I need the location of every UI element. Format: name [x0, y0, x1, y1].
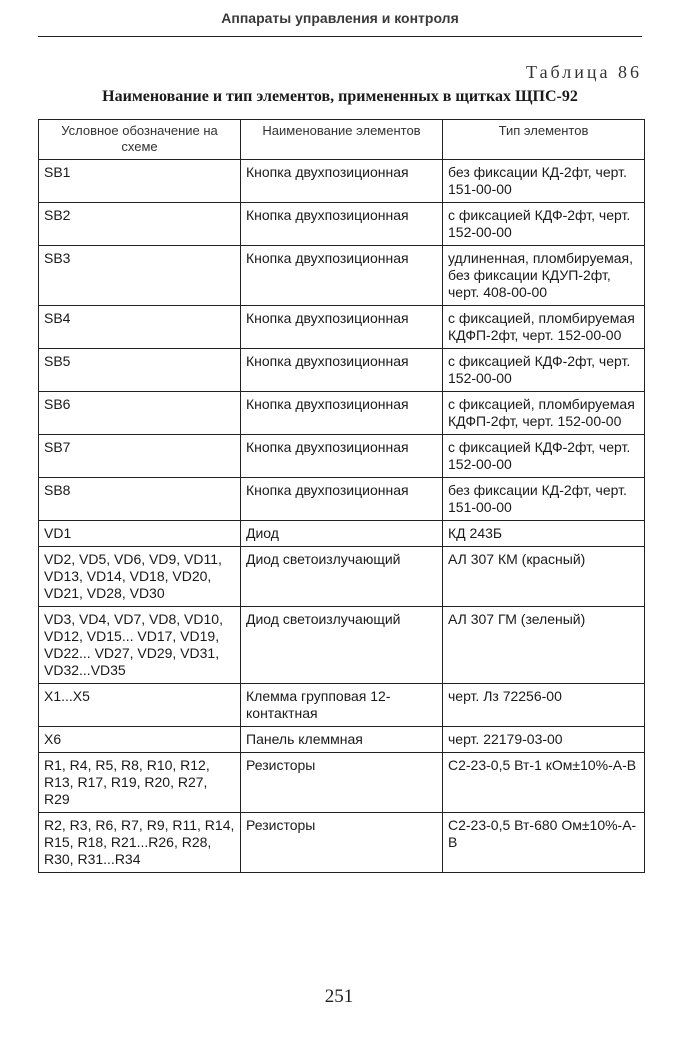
table-row	[39, 160, 645, 203]
table-title: Наименование и тип элементов, примененных в щитках ЩПС-92	[102, 88, 578, 105]
column-header-type: Тип элементов	[443, 120, 645, 160]
cell-designation: VD2, VD5, VD6, VD9, VD11, VD13, VD14, VD18, VD20, VD21, VD28, VD30	[39, 547, 241, 607]
cell-element-name: Резисторы	[241, 753, 443, 813]
table-row	[39, 435, 645, 478]
cell-element-type: с фиксацией КДФ-2фт, черт. 152-00-00	[443, 349, 645, 392]
cell-element-name: Кнопка двухпозиционная	[241, 306, 443, 349]
cell-element-type: АЛ 307 ГМ (зеленый)	[443, 607, 645, 684]
cell-designation: SB4	[39, 306, 241, 349]
cell-element-name: Кнопка двухпозиционная	[241, 160, 443, 203]
table-row	[39, 306, 645, 349]
cell-designation: SB2	[39, 203, 241, 246]
cell-element-name: Диод светоизлучающий	[241, 607, 443, 684]
cell-designation: SB1	[39, 160, 241, 203]
cell-element-name: Кнопка двухпозиционная	[241, 349, 443, 392]
cell-element-type: черт. Лз 72256-00	[443, 684, 645, 727]
running-head: Аппараты управления и контроля	[221, 10, 459, 26]
cell-designation: X6	[39, 727, 241, 753]
cell-element-type: с фиксацией, пломбируемая КДФП-2фт, черт. 152-00-00	[443, 392, 645, 435]
table-row	[39, 607, 645, 684]
cell-element-name: Кнопка двухпозиционная	[241, 435, 443, 478]
table-row	[39, 813, 645, 873]
cell-designation: SB3	[39, 246, 241, 306]
cell-designation: SB7	[39, 435, 241, 478]
cell-element-type: С2-23-0,5 Вт-1 кОм±10%-А-В	[443, 753, 645, 813]
table-row	[39, 753, 645, 813]
table-row	[39, 521, 645, 547]
cell-designation: R1, R4, R5, R8, R10, R12, R13, R17, R19, R20, R27, R29	[39, 753, 241, 813]
cell-element-type: АЛ 307 КМ (красный)	[443, 547, 645, 607]
page-number: 251	[324, 986, 354, 1007]
cell-element-type: С2-23-0,5 Вт-680 Ом±10%-А-В	[443, 813, 645, 873]
table-row	[39, 478, 645, 521]
table-row	[39, 392, 645, 435]
cell-element-name: Диод светоизлучающий	[241, 547, 443, 607]
cell-element-name: Кнопка двухпозиционная	[241, 392, 443, 435]
cell-element-name: Резисторы	[241, 813, 443, 873]
cell-element-type: без фиксации КД-2фт, черт. 151-00-00	[443, 160, 645, 203]
table-row	[39, 246, 645, 306]
table-body	[39, 160, 645, 873]
cell-element-type: без фиксации КД-2фт, черт. 151-00-00	[443, 478, 645, 521]
cell-element-name: Панель клеммная	[241, 727, 443, 753]
elements-table	[38, 119, 645, 873]
table-row	[39, 349, 645, 392]
cell-element-name: Кнопка двухпозиционная	[241, 246, 443, 306]
cell-designation: X1...X5	[39, 684, 241, 727]
cell-element-name: Кнопка двухпозиционная	[241, 203, 443, 246]
cell-designation: SB6	[39, 392, 241, 435]
column-header-designation: Условное обозначение на схеме	[39, 120, 241, 160]
cell-element-type: с фиксацией, пломбируемая КДФП-2фт, черт. 152-00-00	[443, 306, 645, 349]
table-number: Таблица 86	[526, 62, 642, 82]
table-row	[39, 203, 645, 246]
cell-designation: SB8	[39, 478, 241, 521]
cell-element-name: Диод	[241, 521, 443, 547]
header-rule	[38, 36, 642, 37]
cell-element-type: удлиненная, пломбируемая, без фиксации КДУП-2фт, черт. 408-00-00	[443, 246, 645, 306]
table-row	[39, 547, 645, 607]
cell-designation: R2, R3, R6, R7, R9, R11, R14, R15, R18, R21...R26, R28, R30, R31...R34	[39, 813, 241, 873]
column-header-name: Наименование элементов	[241, 120, 443, 160]
cell-element-type: КД 243Б	[443, 521, 645, 547]
cell-element-name: Кнопка двухпозиционная	[241, 478, 443, 521]
cell-designation: VD3, VD4, VD7, VD8, VD10, VD12, VD15... VD17, VD19, VD22... VD27, VD29, VD31, VD32...VD35	[39, 607, 241, 684]
cell-element-type: черт. 22179-03-00	[443, 727, 645, 753]
table-row	[39, 727, 645, 753]
cell-designation: SB5	[39, 349, 241, 392]
cell-element-type: с фиксацией КДФ-2фт, черт. 152-00-00	[443, 203, 645, 246]
cell-designation: VD1	[39, 521, 241, 547]
table-header-row	[39, 120, 645, 160]
cell-element-name: Клемма групповая 12-контактная	[241, 684, 443, 727]
cell-element-type: с фиксацией КДФ-2фт, черт. 152-00-00	[443, 435, 645, 478]
table-row	[39, 684, 645, 727]
